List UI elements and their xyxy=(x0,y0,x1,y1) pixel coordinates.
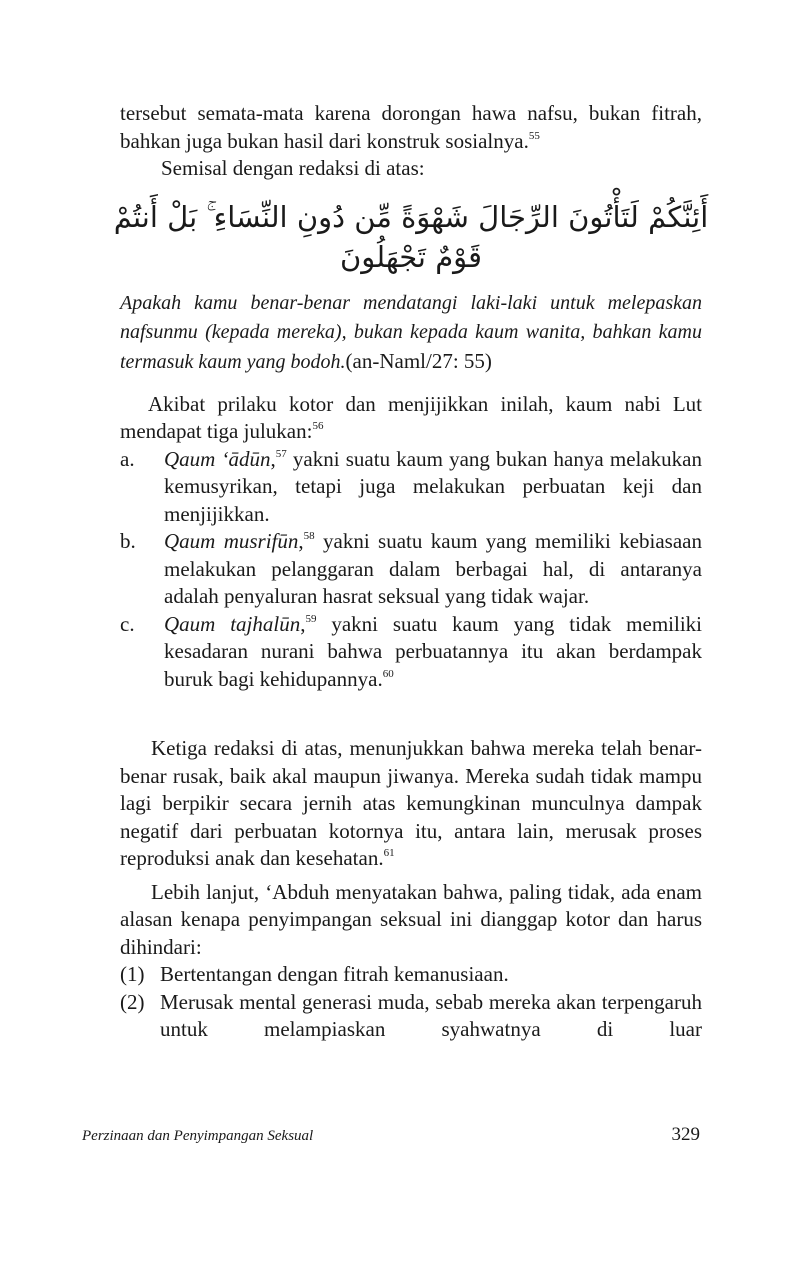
list-term: Qaum musrifūn xyxy=(164,529,299,553)
running-title: Perzinaan dan Penyimpangan Seksual xyxy=(82,1128,314,1144)
list-item xyxy=(120,961,702,989)
footnote-ref-56: 56 xyxy=(312,420,324,432)
list-text: Merusak mental generasi muda, sebab mereka akan terpengaruh untuk melampiaskan syahwatnya di luar xyxy=(160,989,702,1041)
list-desc: yakni suatu kaum yang memiliki kebiasaan melakukan pelanggaran dalam berbagai hal, di antaranya adalah penyaluran hasrat seksual yang tidak wajar. xyxy=(164,529,702,608)
list-item: b. Qaum musrifūn,$^{58}$ yakni suatu kaum yang memiliki kebiasaan melakukan pelanggaran dalam berbagai hal, di antaranya adalah penyaluran hasrat seksual yang tidak wajar. xyxy=(120,529,702,608)
page-footer xyxy=(82,1124,700,1146)
julukan-list xyxy=(120,446,702,694)
footnote-ref: 57 xyxy=(275,447,287,460)
list-item: a. Qaum ‘ādūn,$^{57}$ yakni suatu kaum yang bukan hanya melakukan kemusyrikan, tetapi juga melakukan perbuatan keji dan menjijikkan. xyxy=(120,446,702,526)
list-marker: (2) xyxy=(120,989,145,1014)
opening-paragraph xyxy=(120,100,702,155)
paragraph-abduh: Lebih lanjut, ‘Abduh menyatakan bahwa, paling tidak, ada enam alasan kenapa penyimpangan seksual ini dianggap kotor dan harus dihindari: xyxy=(120,879,702,959)
list-text: Bertentangan dengan fitrah kemanusiaan. xyxy=(160,962,509,986)
list-desc: yakni suatu kaum yang bukan hanya melakukan kemusyrikan, tetapi juga melakukan perbuatan keji dan menjijikkan. xyxy=(164,446,702,526)
list-marker: (1) xyxy=(120,962,145,986)
paragraph-ketiga-text: Ketiga redaksi di atas, menunjukkan bahwa mereka telah benar-benar rusak, baik akal maupun jiwanya. Mereka sudah tidak mampu lagi berpikir secara jernih atas kemungkinan munculnya dampak negatif dari perbuatan kotornya itu, antara lain, merusak proses reproduksi anak dan kesehatan. xyxy=(120,736,702,870)
footnote-ref-55: 55 xyxy=(528,129,540,142)
paragraph-ketiga xyxy=(120,735,702,873)
footnote-ref: 58 xyxy=(303,530,315,542)
paragraph-julukan-text: Akibat prilaku kotor dan menjijikkan inilah, kaum nabi Lut mendapat tiga julukan: xyxy=(120,391,702,443)
footnote-ref: 59 xyxy=(305,612,317,625)
translation-text: Apakah kamu benar-benar mendatangi laki-laki untuk melepaskan nafsunmu (kepada mereka), bukan kepada kaum wanita, bahkan kamu termasuk kaum yang bodoh. xyxy=(120,291,702,373)
footnote-ref-61: 61 xyxy=(383,847,395,859)
list-term: Qaum tajhalūn xyxy=(164,611,301,636)
list-item xyxy=(120,989,702,1044)
list-marker: b. xyxy=(120,529,136,553)
list-term: Qaum ‘ādūn xyxy=(164,446,271,471)
verse-reference: (an-Naml/27: 55) xyxy=(345,348,492,373)
opening-text: tersebut semata-mata karena dorongan hawa nafsu, bukan fitrah, bahkan juga bukan hasil dari konstruk sosialnya. xyxy=(120,101,702,153)
intro-line: Semisal dengan redaksi di atas: xyxy=(161,156,425,180)
list-desc: yakni suatu kaum yang tidak memiliki kesadaran nurani bahwa perbuatannya itu akan berdampak buruk bagi kehidupannya. xyxy=(164,611,702,691)
paragraph-julukan xyxy=(120,391,702,446)
list-item: c. Qaum tajhalūn,$^{59}$ yakni suatu kaum yang tidak memiliki kesadaran nurani bahwa perbuatannya itu akan berdampak buruk bagi kehidupannya.$^{60}$ xyxy=(120,611,702,691)
page-number: 329 xyxy=(671,1124,700,1145)
footnote-ref: 60 xyxy=(382,667,394,680)
list-marker: c. xyxy=(120,611,135,636)
list-marker: a. xyxy=(120,446,135,471)
quran-verse-arabic: أَئِنَّكُمْ لَتَأْتُونَ الرِّجَالَ شَهْوَةً مِّن دُونِ النِّسَاءِ ۚ بَلْ أَنتُمْ قَوْمٌ تَجْهَلُونَ xyxy=(113,199,709,274)
reasons-list xyxy=(120,961,702,1044)
verse-translation xyxy=(120,289,702,377)
page-content xyxy=(113,100,709,1044)
